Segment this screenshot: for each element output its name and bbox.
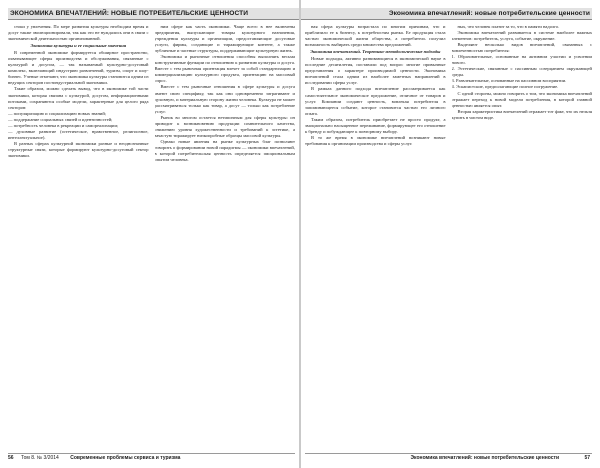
paragraph: ним сфере как часть экономики. Чаще всего в нее включены предприятия, выпускающие товары культурного назначения, учреждения культуры и организации, предоставляющие досуговые услуги, фирмы, создающие и тиражирующие контент, а также публичные и частные структуры, поддерживающие культурную жизнь.	[154, 24, 295, 54]
left-page	[0, 0, 299, 468]
list-item: 1. Образовательные, основанные на активном участии и усвоении нового.	[451, 54, 592, 66]
right-column-1	[305, 24, 446, 446]
paragraph: Однако новые явления на рынке культурных благ позволяют говорить о формировании новой парадигмы — экономики впечатлений, в которой потребительская ценность определяется эмоциональным опытом человека.	[154, 138, 295, 163]
paragraph: Рынок во многом остается нетипичным для сферы культуры: он приводит к возникновению продукции сомнительного качества, снижению уровня художественности и требований к эстетике, а зачастую тиражирует низкопробные образцы массовой культуры.	[154, 114, 295, 138]
paragraph: Вместе с тем рыночные отношения в сфере культуры и досуга имеют свою специфику, так как они одновременно затрагивают и духовную, и материальную сторону жизни человека. Культура не может рассматриваться только как товар, а досуг — только как потребление услуг.	[154, 84, 295, 114]
right-page	[301, 0, 600, 468]
right-columns	[305, 24, 592, 446]
paragraph: Таким образом, потребитель приобретает не просто продукт, а эмоционально насыщенное переживание, формирующее его отношение к бренду и побуждающее к повторному выбору.	[305, 116, 446, 134]
paragraph: Выделяют несколько видов впечатлений, связанных с вовлеченностью потребителя:	[451, 42, 592, 54]
paragraph: стоки у увлечения. По мере развития культуры необходим время и досуг также эволюционировали, так как это не нуждались они в связи с экономической деятельностью организованной.	[8, 24, 149, 42]
right-journal-title: Экономика впечатлений: новые потребительские ценности	[410, 455, 560, 461]
right-column-2	[452, 24, 593, 446]
paragraph: С одной стороны, можно говорить о том, что экономика впечатлений отражает переход к новой модели потребления, в которой главной ценностью является опыт.	[451, 90, 592, 108]
paragraph: В современной экономике формируется обширное пространство, охватывающее сферы производства и обслуживания, связанные с культурой и досугом, — так называемый культурно-досуговый комплекс, включающий индустрию развлечений, туризм, спорт и шоу-бизнес. Ученые отмечают, что экономика культуры становится одним из ведущих секторов постиндустриальной экономики.	[8, 50, 149, 86]
paragraph: ных, что человек платит за то, что в памяти надолго.	[457, 24, 560, 29]
left-journal-title: Современные проблемы сервиса и туризма	[70, 455, 181, 461]
section-subheading: Экономика впечатлений. Теоретико-методологические подходы	[310, 49, 441, 55]
section-subheading: Экономика культуры и ее социальные значения	[30, 43, 127, 49]
left-column-1	[8, 24, 149, 446]
left-column-2	[155, 24, 296, 446]
paragraph: В то же время в экономике впечатлений возникают новые требования к организации производства и сферы услуг.	[305, 134, 446, 146]
paragraph: В разных сферах культурной экономики разные и неоднозначные структурные связи, которые формируют культурно-досуговый сектор экономики.	[8, 140, 149, 158]
list-item: 3. Развлекательные, основанные на пассивном восприятии.	[451, 78, 567, 84]
list-item: — потребность человека в рекреации и самореализации;	[8, 122, 119, 128]
list-item: — популяризацию и социализацию новых знаний;	[8, 110, 107, 116]
right-footer	[411, 454, 591, 462]
left-issue: Том 8. № 3/2014	[20, 455, 59, 461]
left-footer	[8, 454, 180, 462]
paragraph: Новые подходы, активно развивающиеся в экономической науке в последние десятилетия, поставили под вопрос многие привычные представления о характере производимой ценности. Экономика впечатлений стала одним из наиболее заметных направлений в исследовании сферы услуг.	[305, 56, 446, 86]
left-running-head: ЭКОНОМИКА ВПЕЧАТЛЕНИЙ: НОВЫЕ ПОТРЕБИТЕЛЬСКИЕ ЦЕННОСТИ	[10, 10, 249, 17]
list-item: 2. Эстетические, связанные с пассивным созерцанием окружающей среды.	[451, 66, 592, 78]
paragraph: ная сфера культуры возрастала по многим причинам, что и приблизило ее к бизнесу, к потребностям рынка. Ее продукция стала частью экономической жизни общества, а потребитель получил возможность выбирать среди множества предложений.	[305, 24, 446, 48]
paragraph: В рамках данного подхода впечатление рассматривается как самостоятельное экономическое предложение, отличное от товаров и услуг. Компании создают ценность, вовлекая потребителя в запоминающееся событие, которое становится частью его личного опыта.	[305, 86, 446, 116]
paragraph: Экономика впечатлений развивается в системе наиболее важных элементов: потребитель, услуга, событие, окружение.	[451, 30, 592, 42]
left-page-number: 56	[8, 455, 14, 461]
paragraph: Экономика и рыночные отношения способны выполнять весьма конструктивные функции по отношению к развитию культуры и досуга. Вместе с тем рыночная ориентация влечет за собой стандартизацию и коммерциализацию культурного продукта, ориентацию на массовый спрос.	[154, 54, 295, 84]
right-page-number: 57	[584, 455, 590, 461]
list-item: — духовные развитие (эстетическое, нравственное, религиозное, интеллектуальное).	[8, 128, 149, 140]
list-item: — поддержание социальных связей и идентичностей;	[8, 116, 113, 122]
paragraph: Такие образом, можно сделать вывод, что в экономике той части экономики, которая связана с культурой, досугом, информационными потоками, сохраняются особые модели, характерные для целого ряда секторов:	[8, 86, 149, 110]
list-item: 4. Эскапистские, предполагающие полное погружение.	[451, 84, 559, 90]
paragraph: Вторая характеристика впечатлений отражает тот факт, что их нельзя купить в чистом виде.	[451, 108, 592, 120]
right-running-head: Экономика впечатлений: новые потребительские ценности	[388, 10, 590, 17]
left-columns	[8, 24, 295, 446]
